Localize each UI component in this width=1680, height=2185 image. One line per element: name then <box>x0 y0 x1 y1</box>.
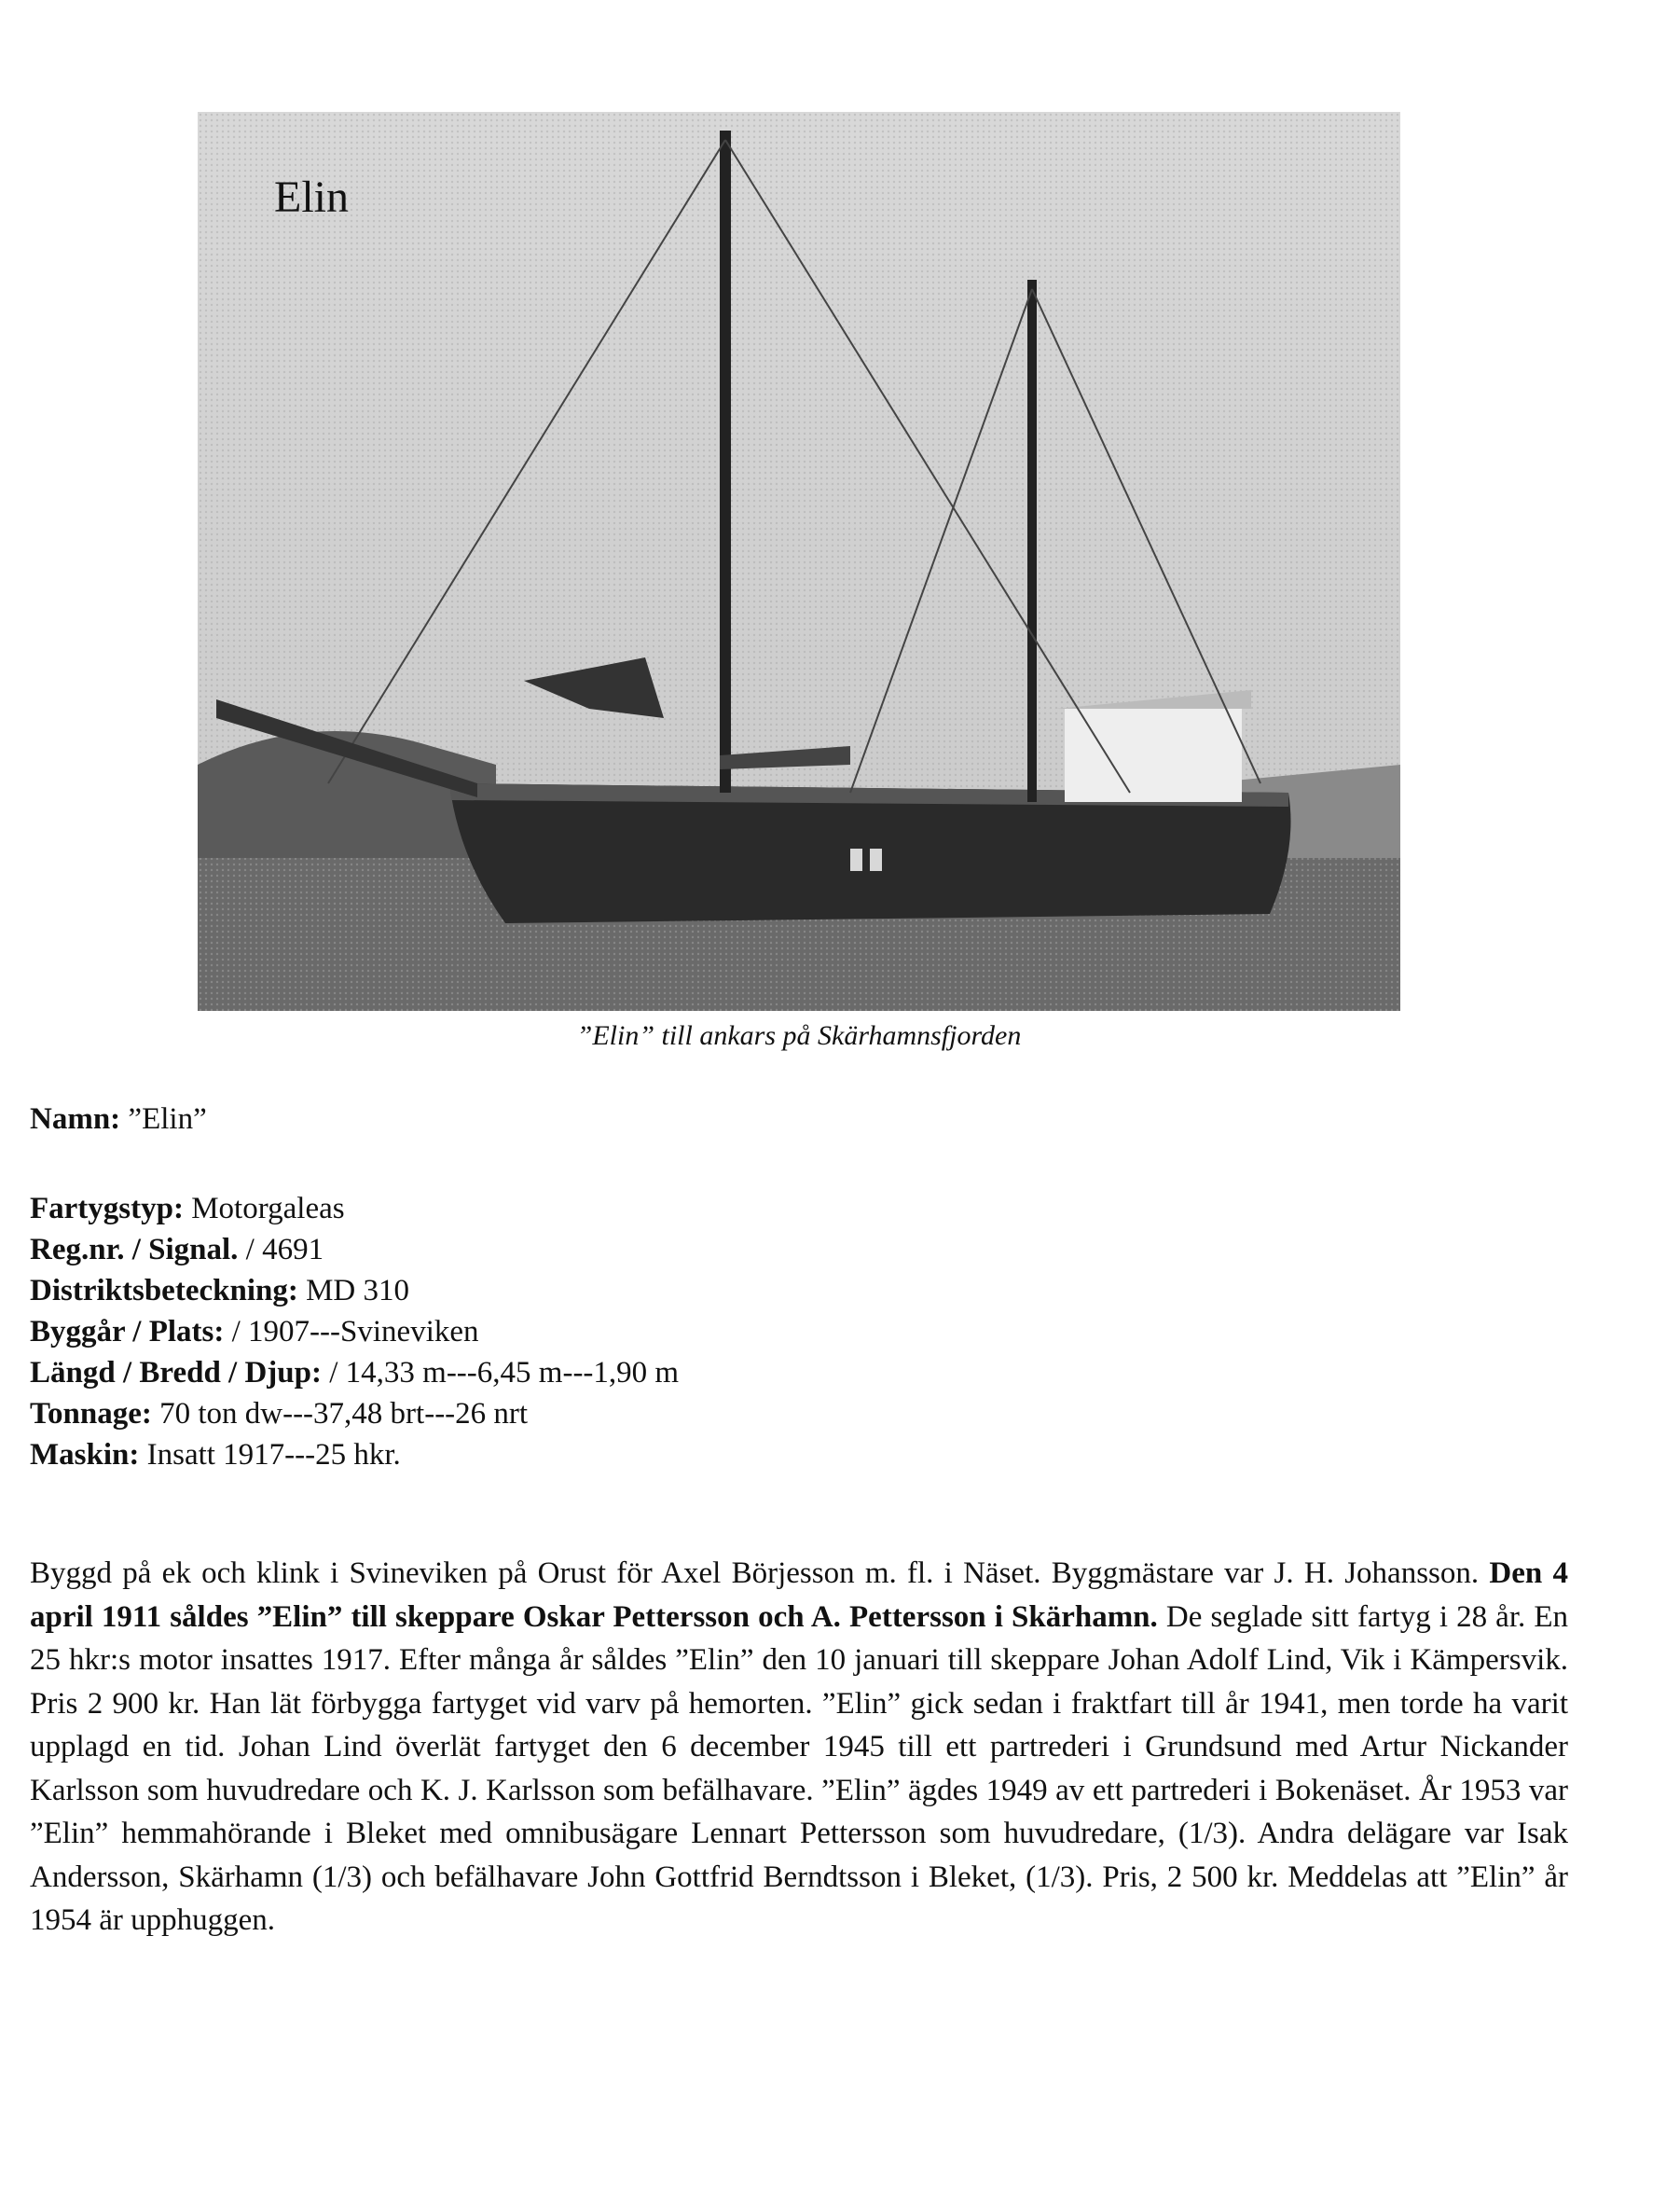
field-value: ”Elin” <box>128 1102 207 1136</box>
field-label: Distriktsbeteckning: <box>30 1274 298 1307</box>
history-text-bold: Den 4 april 1911 såldes ”Elin” till skeppare Oskar Pettersson och A. Pettersson i Skärhamn. <box>30 1556 1568 1634</box>
field-value: / 1907---Svineviken <box>231 1315 479 1348</box>
history-text-2: De seglade sitt fartyg i 28 år. En 25 hkr:s motor insattes 1917. Efter många år såldes ”Elin” den 10 januari till skeppare Johan Adolf Lind, Vik i Kämpersvik. Pris 2 900 kr. Han lät förbygga fartyget vid varv på hemorten. ”Elin” gick sedan i fraktfart till år 1941, men torde ha varit upplagd en tid. Johan Lind överlät fartyget den 6 december 1945 till ett partrederi i Grundsund med Artur Nickander Karlsson som huvudredare och K. J. Karlsson som befälhavare. ”Elin” ägdes 1949 av ett partrederi i Bokenäset. År 1953 var ”Elin” hemmahörande i Bleket med omnibusägare Lennart Pettersson som huvudredare, (1/3). Andra delägare var Isak Andersson, Skärhamn (1/3) och befälhavare John Gottfrid Berndtsson i Bleket, (1/3). Pris, 2 500 kr. Meddelas att ”Elin” år 1954 är upphuggen. <box>30 1599 1568 1937</box>
field-value: MD 310 <box>306 1274 410 1307</box>
field-value: 70 ton dw---37,48 brt---26 nrt <box>159 1397 529 1431</box>
ship-fields <box>30 1099 1615 1475</box>
photo-caption: ”Elin” till ankars på Skärhamnsfjorden <box>576 1020 1022 1051</box>
field-label: Reg.nr. / Signal. <box>30 1233 239 1266</box>
field-label: Tonnage: <box>30 1397 152 1431</box>
sailing-ship-photo-icon <box>198 112 1400 1011</box>
field-value: / 4691 <box>245 1233 324 1266</box>
field-tonnage <box>30 1393 1615 1434</box>
ship-photo <box>198 112 1400 1011</box>
field-byggar <box>30 1311 1615 1352</box>
field-label: Byggår / Plats: <box>30 1315 225 1348</box>
field-maskin <box>30 1434 1615 1475</box>
field-label: Fartygstyp: <box>30 1192 184 1225</box>
field-value: / 14,33 m---6,45 m---1,90 m <box>329 1356 680 1390</box>
field-fartygstyp <box>30 1188 1615 1229</box>
field-label: Namn: <box>30 1102 121 1136</box>
field-label: Maskin: <box>30 1438 140 1472</box>
field-value: Motorgaleas <box>191 1192 345 1225</box>
field-namn <box>30 1099 1615 1140</box>
field-label: Längd / Bredd / Djup: <box>30 1356 322 1390</box>
field-langd <box>30 1352 1615 1393</box>
history-text-1: Byggd på ek och klink i Svineviken på Orust för Axel Börjesson m. fl. i Näset. Byggmästare var J. H. Johansson. <box>30 1556 1490 1590</box>
field-value: Insatt 1917---25 hkr. <box>146 1438 401 1472</box>
field-distrikt <box>30 1270 1615 1311</box>
history-paragraph <box>30 1552 1568 1943</box>
field-regnr <box>30 1229 1615 1270</box>
photo-title: Elin <box>274 173 349 222</box>
